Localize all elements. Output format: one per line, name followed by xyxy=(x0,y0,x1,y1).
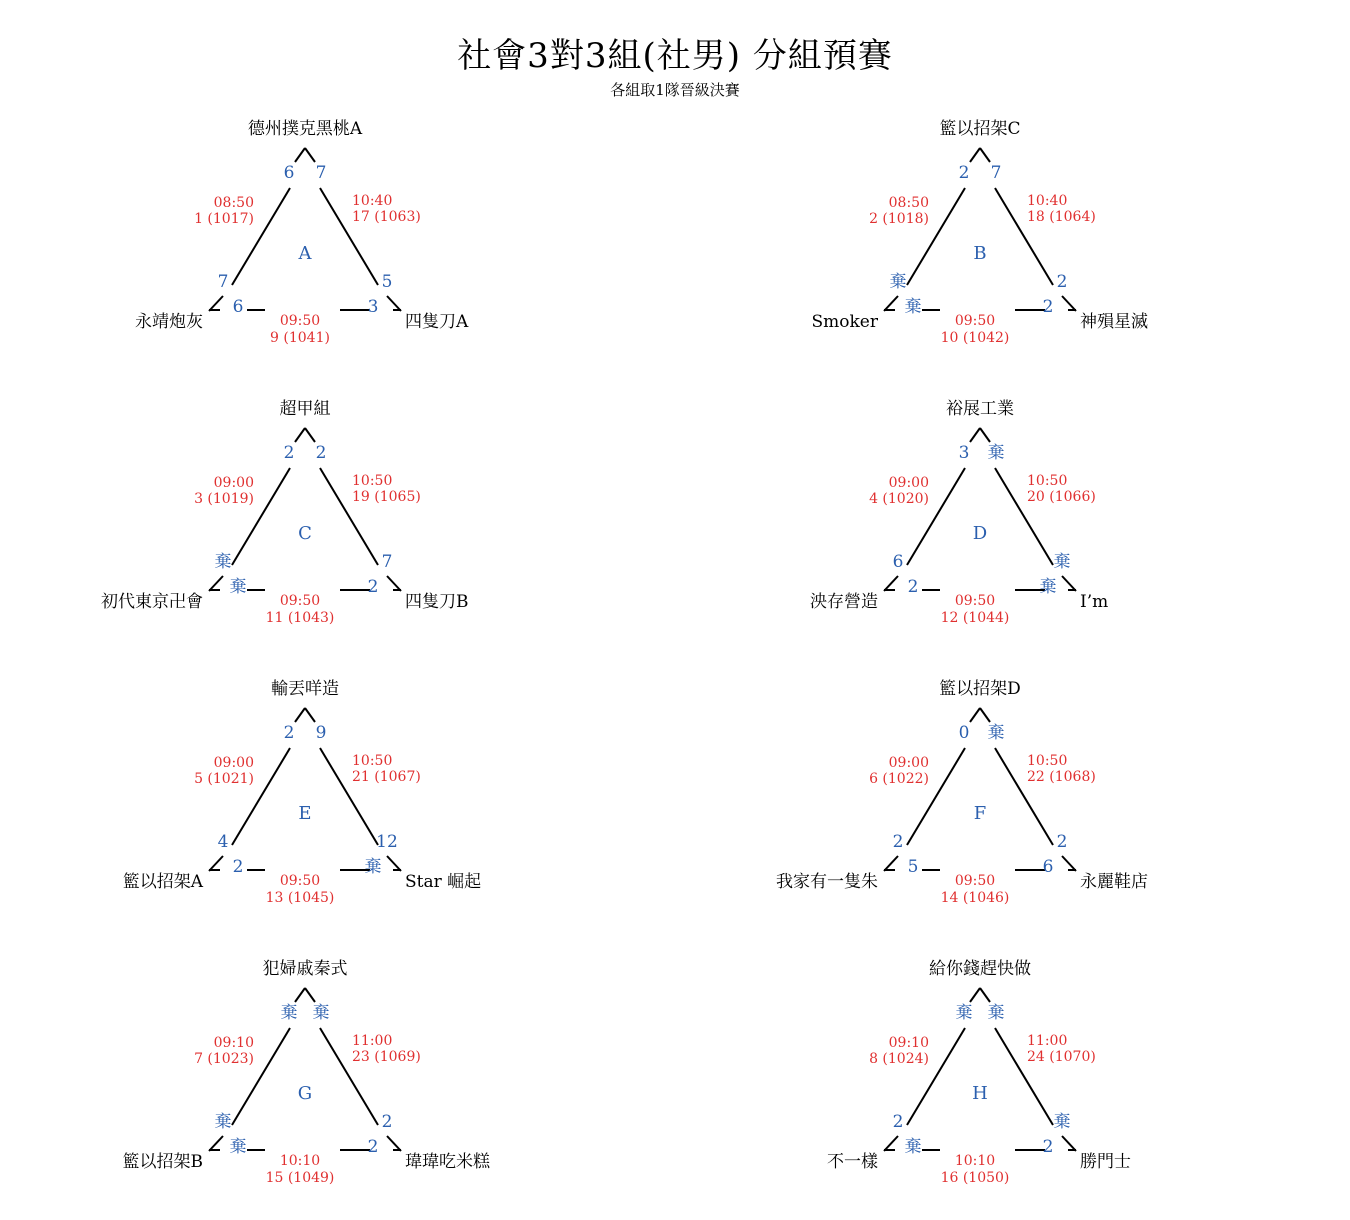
score-left-top: 棄 xyxy=(214,552,232,572)
score-left-bottom: 棄 xyxy=(904,297,922,317)
edge-top-right xyxy=(305,988,315,1002)
score-top-right: 棄 xyxy=(312,1003,330,1023)
edge-right-corner xyxy=(387,856,401,871)
match-right-time: 10:50 xyxy=(1027,753,1068,769)
score-right-top: 5 xyxy=(381,272,393,292)
match-bottom-time: 10:10 xyxy=(279,1153,321,1169)
group-f xyxy=(776,679,1148,906)
edge-top-left xyxy=(970,428,980,442)
score-left-bottom: 2 xyxy=(907,577,919,597)
score-top-left: 2 xyxy=(958,163,970,183)
score-right-bottom: 2 xyxy=(1042,297,1054,317)
edge-top-right xyxy=(305,148,315,162)
match-bottom-id: 12 (1044) xyxy=(940,610,1010,626)
match-right-id: 24 (1070) xyxy=(1027,1049,1096,1065)
team-right: 瑋瑋吃米糕 xyxy=(405,1152,490,1172)
edge-top-left xyxy=(970,988,980,1002)
edge-left-corner xyxy=(884,576,898,591)
team-left: 泱存營造 xyxy=(810,592,878,612)
match-bottom-time: 09:50 xyxy=(954,593,996,609)
score-right-bottom: 3 xyxy=(367,297,379,317)
match-bottom-time: 10:10 xyxy=(954,1153,996,1169)
team-right: 神殞星滅 xyxy=(1080,312,1148,332)
edge-top-left xyxy=(295,988,305,1002)
group-label: G xyxy=(297,1083,313,1104)
score-right-bottom: 2 xyxy=(367,577,379,597)
score-right-top: 2 xyxy=(381,1112,393,1132)
score-left-top: 棄 xyxy=(889,272,907,292)
score-right-bottom: 棄 xyxy=(364,857,382,877)
score-top-right: 棄 xyxy=(987,1003,1005,1023)
edge-top-right xyxy=(980,988,990,1002)
match-right-time: 11:00 xyxy=(1027,1033,1068,1049)
edge-left-corner xyxy=(209,856,223,871)
group-label: H xyxy=(972,1083,988,1104)
match-right-id: 18 (1064) xyxy=(1027,209,1096,225)
group-label: F xyxy=(973,803,987,824)
team-top: 裕展工業 xyxy=(946,399,1014,419)
team-right: 勝門士 xyxy=(1080,1152,1131,1172)
team-top: 犯婦戚秦式 xyxy=(262,959,348,979)
match-right-id: 23 (1069) xyxy=(352,1049,421,1065)
score-left-top: 2 xyxy=(892,832,904,852)
score-right-top: 棄 xyxy=(1053,1112,1071,1132)
match-right-time: 10:40 xyxy=(352,193,393,209)
score-top-right: 7 xyxy=(990,163,1002,183)
score-right-top: 7 xyxy=(381,552,393,572)
score-right-bottom: 2 xyxy=(1042,1137,1054,1157)
match-left-time: 09:00 xyxy=(213,475,254,491)
score-left-bottom: 6 xyxy=(232,297,244,317)
match-left-id: 3 (1019) xyxy=(194,491,254,507)
match-left-id: 4 (1020) xyxy=(869,491,929,507)
group-e xyxy=(123,679,481,906)
edge-top-right xyxy=(305,428,315,442)
score-right-bottom: 2 xyxy=(367,1137,379,1157)
team-right: 永麗鞋店 xyxy=(1080,872,1148,892)
edge-right-corner xyxy=(387,576,401,591)
match-bottom-time: 09:50 xyxy=(279,313,321,329)
team-right: Star 崛起 xyxy=(405,872,482,892)
edge-right-corner xyxy=(1062,296,1076,311)
edge-top-left xyxy=(970,148,980,162)
match-bottom-time: 09:50 xyxy=(954,873,996,889)
match-left-id: 2 (1018) xyxy=(869,211,929,227)
score-left-bottom: 棄 xyxy=(904,1137,922,1157)
edge-right-corner xyxy=(1062,576,1076,591)
team-left: 籃以招架B xyxy=(122,1152,203,1172)
score-top-left: 0 xyxy=(958,723,970,743)
group-label: C xyxy=(298,523,312,544)
match-right-id: 17 (1063) xyxy=(352,209,421,225)
edge-left-corner xyxy=(884,1136,898,1151)
score-top-right: 9 xyxy=(315,723,327,743)
score-left-top: 4 xyxy=(217,832,229,852)
edge-top-right xyxy=(305,708,315,722)
group-c xyxy=(101,398,469,626)
score-top-left: 3 xyxy=(958,443,970,463)
match-bottom-id: 13 (1045) xyxy=(265,890,335,906)
team-left: Smoker xyxy=(811,312,878,332)
match-right-id: 19 (1065) xyxy=(352,489,421,505)
team-right: I’m xyxy=(1080,592,1109,612)
page-subtitle: 各組取1隊晉級決賽 xyxy=(610,81,740,99)
match-bottom-time: 09:50 xyxy=(279,593,321,609)
score-top-left: 6 xyxy=(283,163,295,183)
match-right-time: 10:50 xyxy=(352,753,393,769)
match-bottom-id: 9 (1041) xyxy=(270,330,330,346)
match-bottom-id: 14 (1046) xyxy=(940,890,1010,906)
score-top-left: 2 xyxy=(283,723,295,743)
match-left-time: 08:50 xyxy=(888,195,929,211)
score-top-left: 棄 xyxy=(280,1003,298,1023)
match-right-time: 10:40 xyxy=(1027,193,1068,209)
team-top: 給你錢趕快做 xyxy=(929,959,1031,979)
team-top: 籃以招架C xyxy=(939,119,1021,139)
match-bottom-time: 09:50 xyxy=(279,873,321,889)
score-left-top: 2 xyxy=(892,1112,904,1132)
team-top: 輸丟咩造 xyxy=(271,679,339,699)
score-left-bottom: 5 xyxy=(907,857,919,877)
edge-right-corner xyxy=(387,296,401,311)
edge-top-left xyxy=(970,708,980,722)
edge-left-corner xyxy=(884,856,898,871)
score-left-top: 7 xyxy=(217,272,229,292)
match-bottom-id: 11 (1043) xyxy=(265,610,335,626)
match-left-id: 6 (1022) xyxy=(869,771,929,787)
score-top-left: 棄 xyxy=(955,1003,973,1023)
group-label: D xyxy=(972,523,988,544)
edge-top-left xyxy=(295,148,305,162)
group-h xyxy=(827,959,1131,1186)
score-left-bottom: 棄 xyxy=(229,577,247,597)
score-left-bottom: 棄 xyxy=(229,1137,247,1157)
match-left-time: 08:50 xyxy=(213,195,254,211)
score-top-right: 2 xyxy=(315,443,327,463)
team-left: 永靖炮灰 xyxy=(135,312,203,332)
match-left-id: 8 (1024) xyxy=(869,1051,929,1067)
team-top: 超甲組 xyxy=(279,399,331,419)
score-top-left: 2 xyxy=(283,443,295,463)
team-left: 不一樣 xyxy=(827,1152,878,1172)
score-top-right: 棄 xyxy=(987,443,1005,463)
match-bottom-id: 15 (1049) xyxy=(265,1170,335,1186)
score-right-top: 棄 xyxy=(1053,552,1071,572)
team-right: 四隻刀A xyxy=(405,312,469,332)
team-left: 我家有一隻朱 xyxy=(776,872,878,892)
edge-left-corner xyxy=(209,1136,223,1151)
group-label: A xyxy=(298,243,312,264)
edge-top-left xyxy=(295,708,305,722)
score-right-top: 12 xyxy=(376,832,398,852)
match-right-id: 22 (1068) xyxy=(1027,769,1096,785)
group-label: E xyxy=(298,803,312,824)
team-right: 四隻刀B xyxy=(405,592,469,612)
team-top: 德州撲克黑桃A xyxy=(247,119,363,139)
edge-top-left xyxy=(295,428,305,442)
match-left-id: 1 (1017) xyxy=(194,211,254,227)
match-right-id: 20 (1066) xyxy=(1027,489,1096,505)
score-right-top: 2 xyxy=(1056,832,1068,852)
score-right-bottom: 棄 xyxy=(1039,577,1057,597)
group-label: B xyxy=(973,243,987,264)
team-left: 籃以招架A xyxy=(122,872,203,892)
match-right-time: 11:00 xyxy=(352,1033,393,1049)
group-a xyxy=(135,119,469,346)
score-right-bottom: 6 xyxy=(1042,857,1054,877)
match-right-id: 21 (1067) xyxy=(352,769,421,785)
match-left-id: 5 (1021) xyxy=(194,771,254,787)
score-left-top: 棄 xyxy=(214,1112,232,1132)
team-left: 初代東京卍會 xyxy=(101,592,203,612)
group-b xyxy=(812,119,1149,346)
edge-top-right xyxy=(980,428,990,442)
score-top-right: 7 xyxy=(315,163,327,183)
match-bottom-id: 10 (1042) xyxy=(940,330,1010,346)
score-top-right: 棄 xyxy=(987,723,1005,743)
edge-left-corner xyxy=(209,296,223,311)
edge-right-corner xyxy=(1062,856,1076,871)
edge-left-corner xyxy=(884,296,898,311)
match-right-time: 10:50 xyxy=(352,473,393,489)
edge-right-corner xyxy=(387,1136,401,1151)
match-bottom-time: 09:50 xyxy=(954,313,996,329)
match-right-time: 10:50 xyxy=(1027,473,1068,489)
match-left-time: 09:10 xyxy=(213,1035,254,1051)
group-g xyxy=(123,959,491,1186)
match-bottom-id: 16 (1050) xyxy=(940,1170,1010,1186)
match-left-time: 09:10 xyxy=(888,1035,929,1051)
match-left-time: 09:00 xyxy=(213,755,254,771)
edge-left-corner xyxy=(209,576,223,591)
match-left-id: 7 (1023) xyxy=(194,1051,254,1067)
edge-right-corner xyxy=(1062,1136,1076,1151)
edge-top-right xyxy=(980,708,990,722)
match-left-time: 09:00 xyxy=(888,475,929,491)
page-title: 社會3對3組(社男) 分組預賽 xyxy=(457,36,893,76)
team-top: 籃以招架D xyxy=(939,679,1021,699)
edge-top-right xyxy=(980,148,990,162)
group-d xyxy=(810,399,1108,626)
match-left-time: 09:00 xyxy=(888,755,929,771)
score-right-top: 2 xyxy=(1056,272,1068,292)
score-left-top: 6 xyxy=(892,552,904,572)
score-left-bottom: 2 xyxy=(232,857,244,877)
